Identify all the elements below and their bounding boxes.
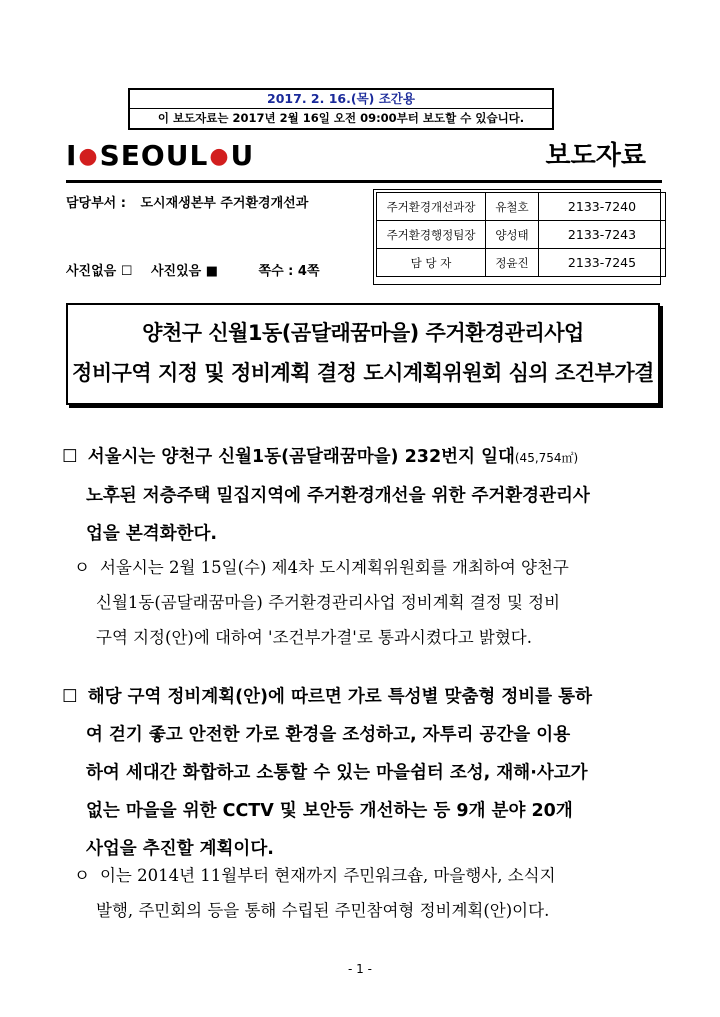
s2-line-1: 이는 2014년 11월부터 현재까지 주민워크숍, 마을행사, 소식지 bbox=[99, 866, 556, 885]
logo-dot-icon: ● bbox=[209, 144, 230, 169]
headline-line-2: 정비구역 지정 및 정비계획 결정 도시계획위원회 심의 조건부가결 bbox=[72, 361, 654, 385]
s1-line-3: 구역 지정(안)에 대하여 '조건부가결'로 통과시켰다고 밝혔다. bbox=[96, 628, 532, 647]
header-divider bbox=[66, 180, 662, 183]
embargo-notice: 이 보도자료는 2017년 2월 16일 오전 09:00부터 보도할 수 있습니다. bbox=[157, 111, 525, 125]
contact-name: 양성태 bbox=[486, 221, 539, 249]
contact-name: 정윤진 bbox=[486, 249, 539, 277]
checkbox-bullet-icon: ☐ bbox=[62, 447, 78, 467]
p1-line-3: 업을 본격화한다. bbox=[86, 524, 218, 544]
p1-area: (45,754㎡) bbox=[514, 451, 579, 465]
p2-line-2: 여 걷기 좋고 안전한 가로 환경을 조성하고, 자투리 공간을 이용 bbox=[86, 725, 571, 745]
paragraph-2 bbox=[62, 678, 658, 868]
paragraph-1 bbox=[62, 438, 658, 553]
p1-line-2: 노후된 저층주택 밀집지역에 주거환경개선을 위한 주거환경관리사 bbox=[86, 486, 590, 506]
contacts-table bbox=[376, 192, 666, 277]
p2-line-4: 없는 마을을 위한 CCTV 및 보안등 개선하는 등 9개 분야 20개 bbox=[86, 801, 573, 821]
sub-paragraph-1 bbox=[74, 550, 664, 655]
sub-paragraph-2 bbox=[74, 858, 664, 928]
department-label: 담당부서 : bbox=[66, 196, 126, 211]
checkbox-bullet-icon: ☐ bbox=[62, 687, 78, 707]
photo-info bbox=[66, 260, 326, 279]
doc-type-title: 보도자료 bbox=[545, 141, 646, 171]
table-row bbox=[377, 249, 666, 277]
contact-phone: 2133-7240 bbox=[539, 193, 666, 221]
contact-phone: 2133-7245 bbox=[539, 249, 666, 277]
seoul-logo bbox=[66, 136, 254, 176]
headline-line-1: 양천구 신월1동(곰달래꿈마을) 주거환경관리사업 bbox=[142, 321, 584, 345]
table-row bbox=[377, 193, 666, 221]
logo-dot-icon: ● bbox=[78, 144, 99, 169]
p2-line-5: 사업을 추진할 계획이다. bbox=[86, 839, 274, 859]
p2-line-3: 하여 세대간 화합하고 소통할 수 있는 마을쉼터 조성, 재해·사고가 bbox=[86, 763, 588, 783]
has-photo-label: 사진있음 ■ bbox=[150, 264, 218, 279]
headline-box bbox=[66, 303, 660, 405]
contact-title: 담 당 자 bbox=[377, 249, 486, 277]
s1-line-2: 신월1동(곰달래꿈마을) 주거환경관리사업 정비계획 결정 및 정비 bbox=[96, 593, 561, 612]
p2-line-1: 해당 구역 정비계획(안)에 따르면 가로 특성별 맞춤형 정비를 통하 bbox=[87, 687, 592, 707]
embargo-box bbox=[128, 88, 554, 130]
s2-line-2: 발행, 주민회의 등을 통해 수립된 주민참여형 정비계획(안)이다. bbox=[96, 901, 550, 920]
p1-line-1: 서울시는 양천구 신월1동(곰달래꿈마을) 232번지 일대 bbox=[87, 447, 515, 467]
logo-u: U bbox=[230, 139, 255, 172]
contact-title: 주거환경행정팀장 bbox=[377, 221, 486, 249]
contact-name: 유철호 bbox=[486, 193, 539, 221]
page-count: 쪽수 : 4쪽 bbox=[258, 264, 320, 279]
contact-phone: 2133-7243 bbox=[539, 221, 666, 249]
no-photo-label: 사진없음 ☐ bbox=[66, 264, 133, 279]
contact-title: 주거환경개선과장 bbox=[377, 193, 486, 221]
circle-bullet-icon: ㅇ bbox=[74, 558, 90, 577]
circle-bullet-icon: ㅇ bbox=[74, 866, 90, 885]
logo-i: I bbox=[66, 139, 78, 172]
department-info bbox=[66, 192, 308, 211]
department-value: 도시재생본부 주거환경개선과 bbox=[140, 196, 309, 211]
embargo-date: 2017. 2. 16.(목) 조간용 bbox=[130, 90, 552, 109]
table-row bbox=[377, 221, 666, 249]
page-number: - 1 - bbox=[348, 962, 372, 976]
s1-line-1: 서울시는 2월 15일(수) 제4차 도시계획위원회를 개최하여 양천구 bbox=[99, 558, 569, 577]
logo-seoul: SEOUL bbox=[99, 139, 209, 172]
